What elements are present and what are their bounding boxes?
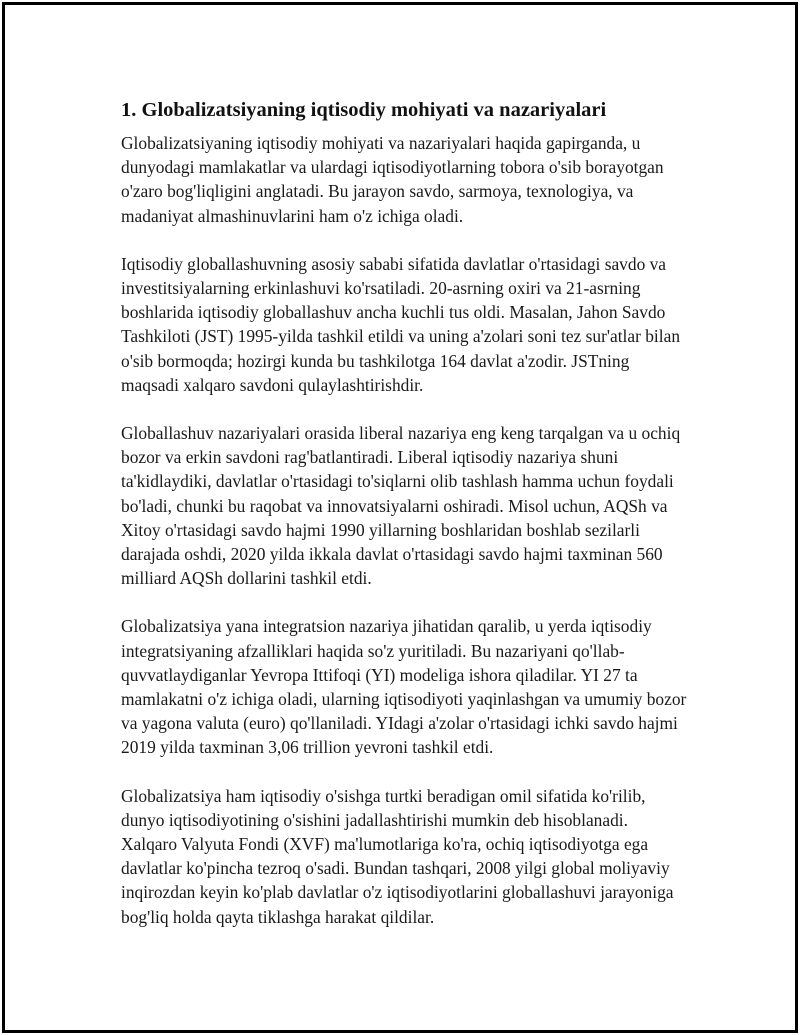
- paragraph-2: Iqtisodiy globallashuvning asosiy sababi sifatida davlatlar o'rtasidagi savdo va investitsiyalarning erkinlashuvi ko'rsatiladi. 20-asrning oxiri va 21-asrning boshlarida iqtisodiy globallashuv ancha kuchli tus oldi. Masalan, Jahon Savdo Tashkiloti (JST) 1995-yilda tashkil etildi va uning a'zolari soni tez sur'atlar bilan o'sib bormoqda; hozirgi kunda bu tashkilotga 164 davlat a'zodir. JSTning maqsadi xalqaro savdoni qulaylashtirishdir.: [121, 253, 681, 395]
- section-heading: 1. Globalizatsiyaning iqtisodiy mohiyati va nazariyalari: [121, 99, 607, 121]
- paragraph-3: Globallashuv nazariyalari orasida liberal nazariya eng keng tarqalgan va u ochiq bozor va erkin savdoni rag'batlantiradi. Liberal iqtisodiy nazariya shuni ta'kidlaydiki, davlatlar o'rtasidagi to'siqlarni olib tashlash hamma uchun foydali bo'ladi, chunki bu raqobat va innovatsiyalarni oshiradi. Misol uchun, AQSh va Xitoy o'rtasidagi savdo hajmi 1990 yillarning boshlaridan boshlab sezilarli darajada oshdi, 2020 yilda ikkala davlat o'rtasidagi savdo hajmi taxminan 560 milliard AQSh dollarini tashkil etdi.: [121, 423, 681, 589]
- page-frame: [2, 2, 798, 1033]
- paragraph-1: Globalizatsiyaning iqtisodiy mohiyati va nazariyalari haqida gapirganda, u dunyodagi mamlakatlar va ulardagi iqtisodiyotlarning tobora o'sib borayotgan o'zaro bog'liqligini anglatadi. Bu jarayon savdo, sarmoya, texnologiya, va madaniyat almashinuvlarini ham o'z ichiga oladi.: [121, 133, 664, 226]
- paragraph-4: Globalizatsiya yana integratsion nazariya jihatidan qaralib, u yerda iqtisodiy integratsiyaning afzalliklari haqida so'z yuritiladi. Bu nazariyani qo'llab-quvvatlaydiganlar Yevropa Ittifoqi (YI) modeliga ishora qiladilar. YI 27 ta mamlakatni o'z ichiga oladi, ularning iqtisodiyoti yaqinlashgan va umumiy bozor va yagona valuta (euro) qo'llaniladi. YIdagi a'zolar o'rtasidagi ichki savdo hajmi 2019 yilda taxminan 3,06 trillion yevroni tashkil etdi.: [121, 616, 687, 758]
- paragraph-5: Globalizatsiya ham iqtisodiy o'sishga turtki beradigan omil sifatida ko'rilib, dunyo iqtisodiyotining o'sishini jadallashtirishi mumkin deb hisoblanadi. Xalqaro Valyuta Fondi (XVF) ma'lumotlariga ko'ra, ochiq iqtisodiyotga ega davlatlar ko'pincha tezroq o'sadi. Bundan tashqari, 2008 yilgi global moliyaviy inqirozdan keyin ko'plab davlatlar o'z iqtisodiyotlarini globallashuvi jarayoniga bog'liq holda qayta tiklashga harakat qildilar.: [121, 785, 674, 927]
- document-body: [121, 97, 687, 953]
